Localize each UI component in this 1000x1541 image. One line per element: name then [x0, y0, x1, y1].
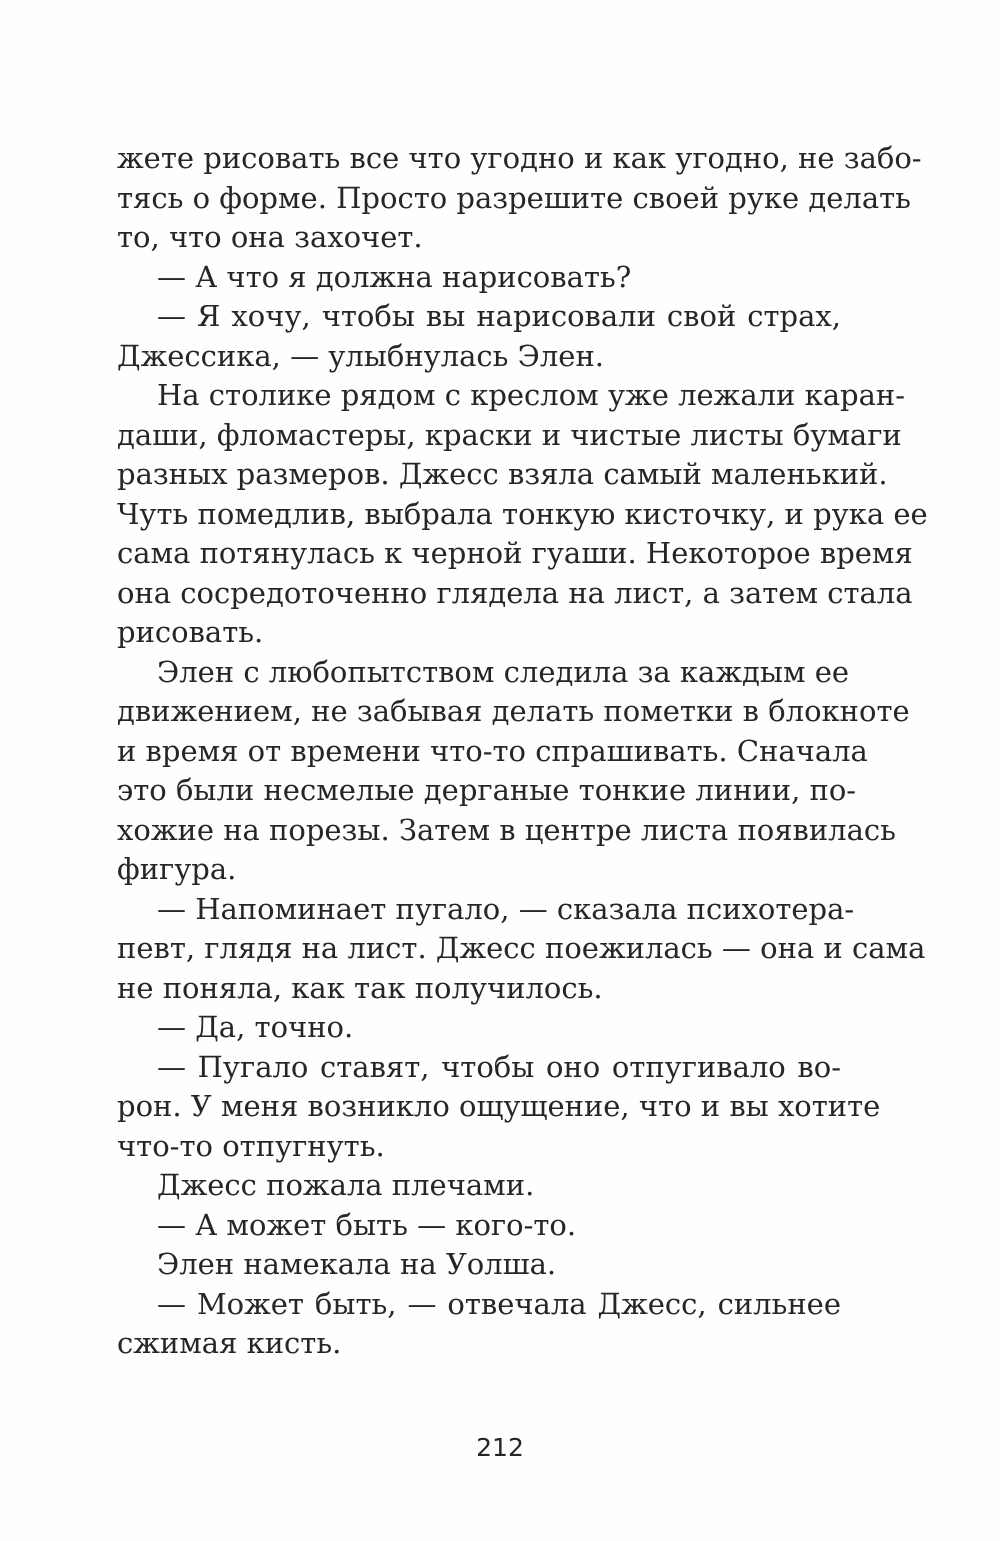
text-line: На столике рядом с креслом уже лежали каран- [157, 378, 905, 412]
text-line: тясь о форме. Просто разрешите своей руке делать [117, 180, 911, 215]
text-line: и время от времени что-то спрашивать. Сначала [117, 733, 868, 768]
text-line: даши, фломастеры, краски и чистые листы бумаги [117, 417, 902, 452]
text-line: рон. У меня возникло ощущение, что и вы хотите [117, 1089, 881, 1123]
text-line: что-то отпугнуть. [117, 1128, 385, 1163]
text-line: Элен намекала на Уолша. [157, 1247, 557, 1281]
text-line: она сосредоточенно глядела на лист, а затем стала [117, 575, 913, 610]
text-line: — Да, точно. [157, 1010, 354, 1044]
text-line: фигура. [117, 852, 237, 886]
body-text [117, 139, 928, 1364]
text-line: — А может быть — кого-то. [157, 1207, 577, 1242]
text-line: Элен с любопытством следила за каждым ее [157, 654, 850, 689]
text-line: движением, не забывая делать пометки в блокноте [117, 694, 910, 728]
text-line: жете рисовать все что угодно и как угодно, не забо- [117, 141, 922, 175]
text-line: не поняла, как так получилось. [117, 970, 603, 1005]
text-line: сжимая кисть. [117, 1326, 342, 1360]
text-line: разных размеров. Джесс взяла самый маленький. [117, 457, 888, 491]
text-line: хожие на порезы. Затем в центре листа появилась [117, 812, 896, 847]
text-line: — Я хочу, чтобы вы нарисовали свой страх, [157, 299, 841, 333]
text-line: Чуть помедлив, выбрала тонкую кисточку, и рука ее [117, 496, 928, 531]
text-line: это были несмелые дерганые тонкие линии, по- [117, 773, 857, 807]
page-number: 212 [476, 1433, 524, 1462]
text-line: — Пугало ставят, чтобы оно отпугивало во- [157, 1049, 841, 1084]
text-line: сама потянулась к черной гуаши. Некоторое время [117, 536, 913, 570]
text-line: Джессика, — улыбнулась Элен. [117, 338, 604, 373]
text-line: — Может быть, — отвечала Джесс, сильнее [157, 1286, 841, 1321]
text-line: — А что я должна нарисовать? [157, 259, 632, 294]
text-line: то, что она захочет. [117, 220, 423, 254]
text-line: певт, глядя на лист. Джесс поежилась — она и сама [117, 931, 926, 965]
text-line: — Напоминает пугало, — сказала психотера- [157, 891, 855, 926]
text-line: Джесс пожала плечами. [157, 1168, 535, 1202]
text-line: рисовать. [117, 615, 264, 649]
